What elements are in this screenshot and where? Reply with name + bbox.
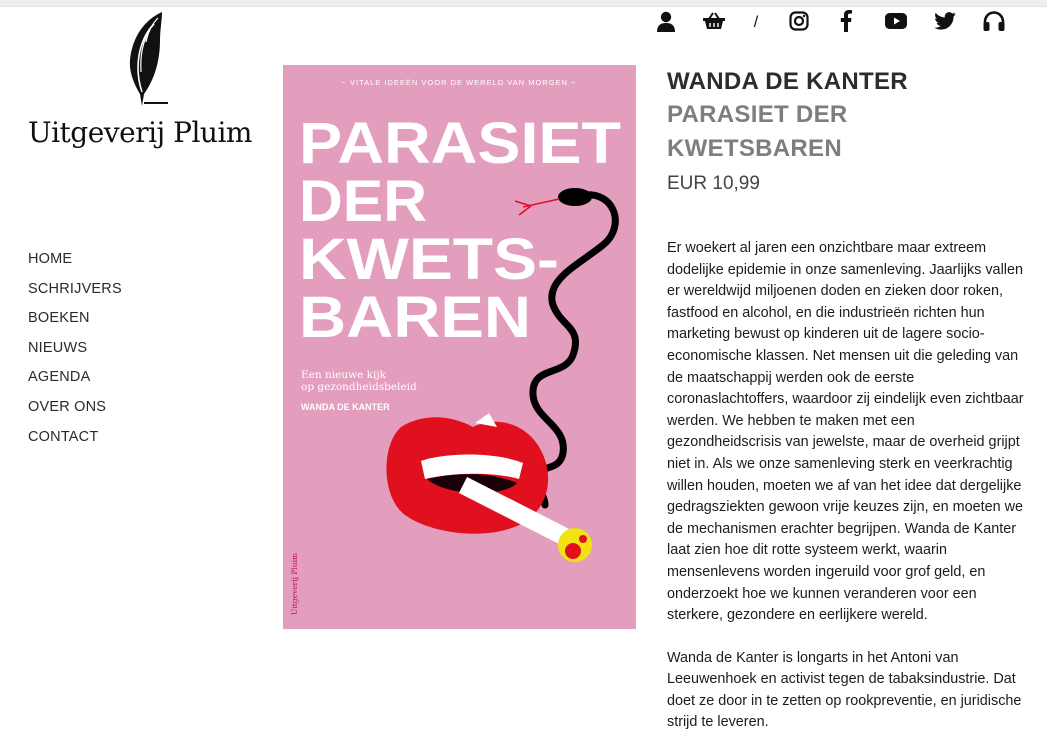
nav-item-nieuws[interactable]: NIEUWS — [28, 339, 88, 356]
product-description — [667, 238, 1027, 734]
author-bio-paragraph: Wanda de Kanter is longarts in het Antoni van Leeuwenhoek en activist tegen de tabaksindustrie. Dat doet ze door in te zetten op rookpreventie, en juridische strijd te leveren. — [667, 649, 1022, 731]
nav-item-home[interactable]: HOME — [28, 251, 73, 267]
cover-subtitle-line-1: Een nieuwe kijk — [301, 369, 386, 381]
browser-top-edge — [0, 0, 1047, 7]
side-navigation — [28, 249, 122, 456]
headphones-icon[interactable] — [982, 10, 1006, 32]
product-price: EUR 10,99 — [667, 173, 760, 194]
product-author[interactable]: WANDA DE KANTER — [667, 68, 908, 95]
twitter-icon[interactable] — [933, 10, 957, 32]
nav-separator: / — [753, 14, 759, 31]
product-info — [667, 66, 1027, 196]
cover-subtitle-line-2: op gezondheidsbeleid — [301, 381, 417, 393]
cover-title-line-3: KWETS- — [299, 227, 559, 292]
site-logo[interactable] — [28, 8, 258, 168]
quill-pen-icon — [124, 10, 174, 106]
nav-item-agenda[interactable]: AGENDA — [28, 369, 91, 386]
nav-item-over-ons[interactable]: OVER ONS — [28, 398, 107, 415]
user-icon[interactable] — [655, 10, 677, 32]
cover-title-line-4: BAREN — [299, 285, 531, 350]
basket-icon[interactable] — [702, 10, 726, 32]
top-navigation — [650, 10, 1020, 34]
book-cover — [283, 65, 636, 629]
cover-publisher: Uitgeverij Pluim — [290, 552, 299, 615]
instagram-icon[interactable] — [788, 10, 810, 32]
facebook-icon[interactable] — [838, 10, 854, 32]
nav-item-boeken[interactable]: BOEKEN — [28, 310, 90, 327]
product-title: PARASIET DER KWETSBAREN — [667, 101, 848, 162]
cover-tagline: ~ VITALE IDEEËN VOOR DE WERELD VAN MORGEN ~ — [341, 78, 577, 87]
cover-title-line-2: DER — [299, 169, 427, 234]
cover-title-line-1: PARASIET — [299, 111, 621, 176]
youtube-icon[interactable] — [884, 10, 908, 32]
nav-item-contact[interactable]: CONTACT — [28, 428, 99, 445]
cover-author: WANDA DE KANTER — [301, 402, 390, 412]
nav-item-schrijvers[interactable]: SCHRIJVERS — [28, 280, 122, 297]
brand-name: Uitgeverij Pluim — [28, 116, 252, 149]
description-paragraph: Er woekert al jaren een onzichtbare maar extreem dodelijke epidemie in onze samenleving. Jaarlijks vallen er wereldwijd miljoenen doden en zieken door roken, fastfood en alcohol, en die industrieën richten hun marketing bewust op kinderen uit de lagere socio-economische klassen. Net mensen uit die geleding van de maatschappij werden ook de eerste coronaslachtoffers, waardoor zij eindelijk even zichtbaar werden. We hebben te maken met een gezondheidscrisis van jewelste, maar de overheid grijpt niet in. Als we onze samenleving sterk en veerkrachtig willen houden, moeten we af van het idee dat dergelijke gedragsziekten gewoon vrije keuzes zijn, en moeten we de mechanismen erachter begrijpen. Wanda de Kanter laat zien hoe dit rotte systeem werkt, waarin mensenlevens worden ingeruild voor grof geld, en onderzoekt hoe we kunnen veranderen voor een sterkere, gezondere en eerlijkere wereld. — [667, 240, 1024, 624]
